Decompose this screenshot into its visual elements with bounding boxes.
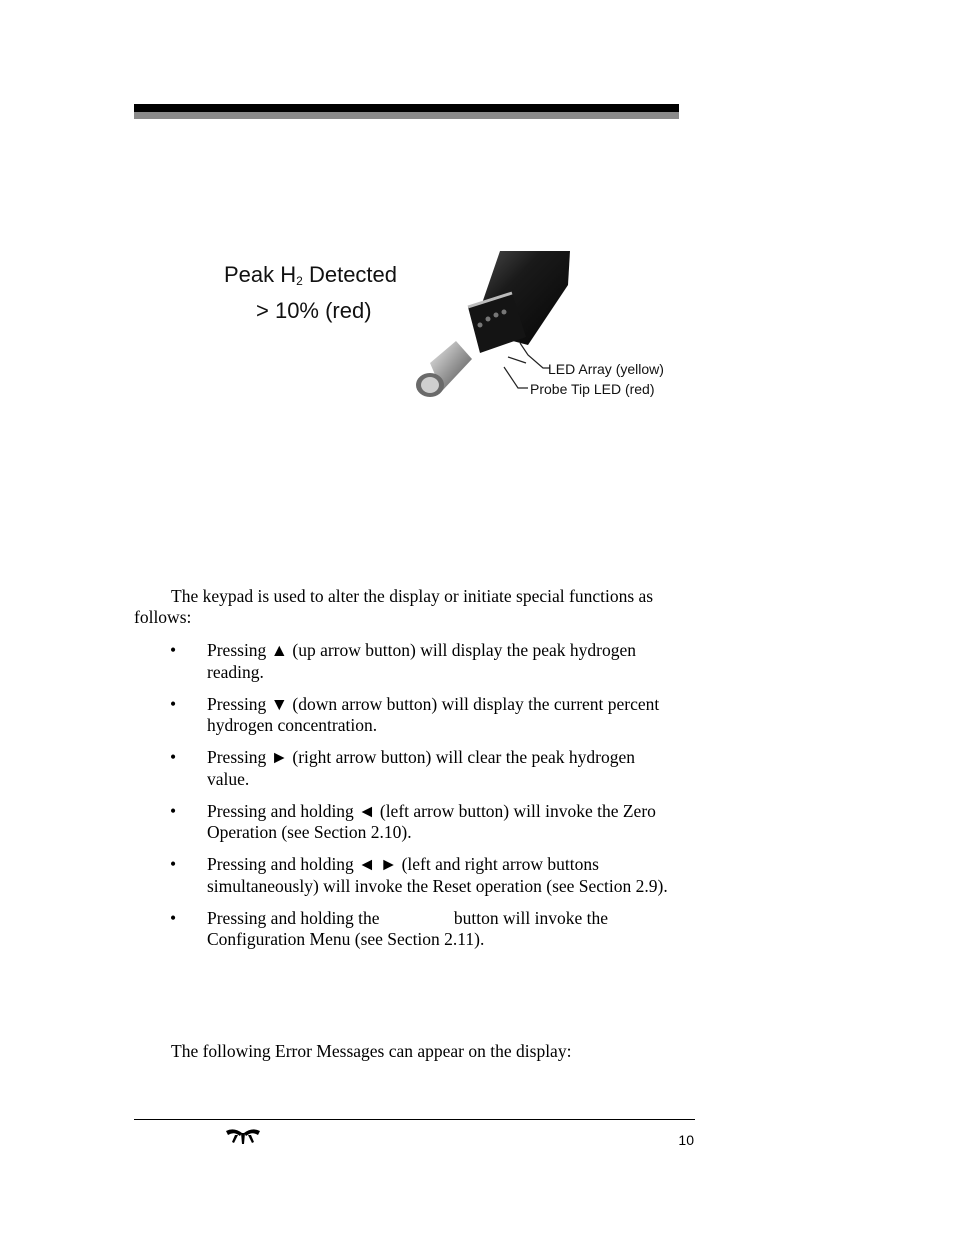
figure-title-prefix: Peak H [224, 262, 297, 287]
list-item [134, 801, 679, 844]
bullet-icon: • [170, 693, 177, 714]
probe-tip-led [421, 377, 439, 393]
led-dot [486, 317, 491, 322]
list-item [134, 854, 679, 897]
list-item-text: Pressing ▲ (up arrow button) will display the peak hydrogen reading. [207, 640, 636, 682]
led-dot [502, 310, 507, 315]
list-item-text: Pressing and holding ◄ ► (left and right arrow buttons simultaneously) will invoke the Reset operation (see Section 2.9). [207, 854, 668, 896]
figure-title-suffix: Detected [302, 262, 398, 287]
probe-photo [408, 245, 678, 410]
company-logo-icon [225, 1127, 261, 1145]
bullet-icon: • [170, 800, 177, 821]
label-led-array: LED Array (yellow) [548, 361, 664, 377]
leader-led-array-branch [508, 357, 526, 363]
bullet-icon: • [170, 747, 177, 767]
header-rule-shadow [134, 112, 679, 119]
figure-subtitle: > 10% (red) [256, 298, 372, 323]
led-dot [494, 313, 499, 318]
header-rule [134, 104, 679, 112]
list-item [134, 908, 679, 951]
figure-title-subscript: 2 [296, 274, 303, 288]
list-item-text: Pressing ▼ (down arrow button) will display the current percent hydrogen concentration. [207, 693, 660, 735]
bullet-icon: • [170, 907, 177, 928]
page-number: 10 [678, 1132, 694, 1148]
list-item [134, 694, 679, 737]
leader-probe-tip [504, 367, 528, 388]
error-messages-intro: The following Error Messages can appear on the display: [171, 1041, 572, 1061]
list-item-text: Pressing and holding ◄ (left arrow button) will invoke the Zero Operation (see Section 2.10). [207, 800, 656, 842]
intro-paragraph [134, 586, 679, 628]
leader-led-array [520, 343, 550, 368]
bullet-icon: • [170, 854, 177, 874]
bullet-icon: • [170, 640, 177, 660]
footer-rule [134, 1119, 695, 1120]
figure-title [224, 260, 424, 325]
list-item [134, 747, 679, 790]
intro-text: The keypad is used to alter the display or initiate special functions as follows: [134, 586, 654, 627]
list-item-text: Pressing and holding the button will invoke the Configuration Menu (see Section 2.11). [207, 907, 613, 949]
led-dot [478, 323, 483, 328]
list-item [134, 640, 679, 683]
label-probe-tip: Probe Tip LED (red) [530, 381, 655, 397]
keypad-functions-list [134, 640, 679, 961]
list-item-text: Pressing ► (right arrow button) will clear the peak hydrogen value. [207, 747, 635, 789]
